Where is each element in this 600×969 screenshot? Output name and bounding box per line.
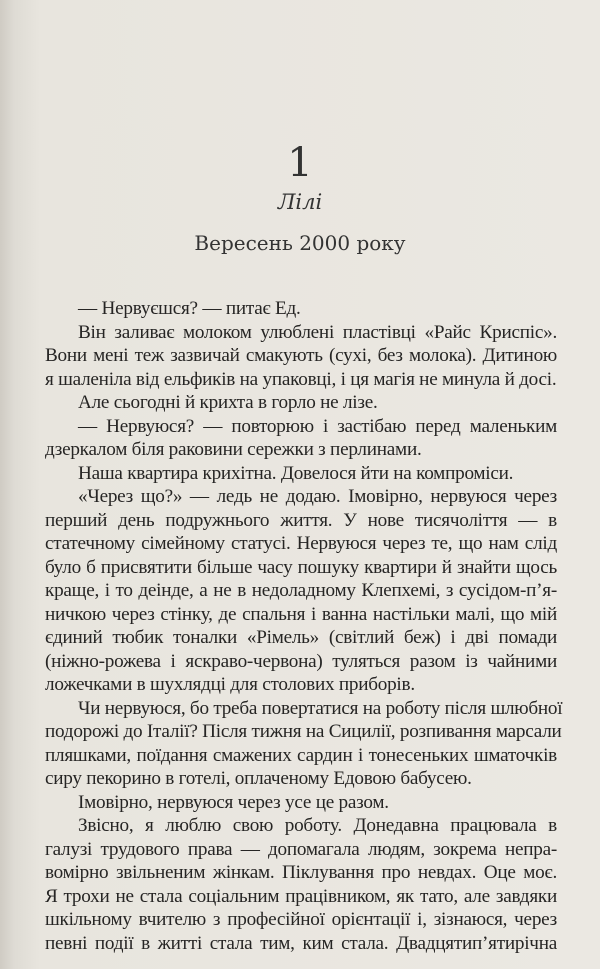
paragraph (45, 814, 557, 955)
text-line: Вони мені теж зазвичай смакують (сухі, без молока). Дитиною (45, 345, 557, 366)
text-line: — Нервуюся? — повторюю і застібаю перед маленьким (78, 415, 557, 437)
text-line: Він заливає молоком улюблені пластівці «Райс Криспіс». (78, 321, 557, 343)
text-line: (ніжно-рожева і яскраво-червона) туляться разом із чайними (45, 650, 557, 672)
chapter-title: Лілі (277, 190, 323, 214)
text-line: було б присвятити більше часу пошуку квартири й знайти щось (45, 556, 557, 578)
text-line: вомірно звільненим жінкам. Піклування про невдах. Оце моє. (45, 862, 557, 883)
text-line: певні події в житті стала тим, ким стала. Двадцятип’ятирічна (45, 932, 557, 954)
text-line: ложечками в шухлядці для столових приборів. (45, 674, 415, 695)
text-line: Але сьогодні й крихта в горло не лізе. (78, 392, 378, 413)
paragraph (45, 321, 557, 392)
text-line: перший день подружнього життя. У нове тисячоліття — в (45, 509, 557, 531)
text-line: Наша квартира крихітна. Довелося йти на компроміси. (78, 462, 514, 484)
paragraph (45, 415, 557, 462)
chapter-date: Вересень 2000 року (194, 231, 406, 255)
text-line: Звісно, я люблю свою роботу. Донедавна працювала в (78, 815, 557, 836)
paragraph (45, 791, 557, 815)
paragraph (45, 485, 557, 697)
text-line: я шаленіла від ельфиків на упаковці, і ця магія не минула й досі. (45, 368, 557, 390)
text-line: краще, і то деінде, а не в недоладному Клепхемі, з сусідом-п’я- (45, 580, 557, 601)
paragraph (45, 391, 557, 415)
text-line: — Нервуєшся? — питає Ед. (78, 298, 301, 319)
text-line: пляшками, поїдання смажених сардин і тонесеньких шматочків (45, 744, 557, 766)
paragraph (45, 697, 563, 791)
body-text (45, 297, 563, 955)
text-line: подорожі до Італії? Після тижня на Сицилії, розпивання марсали (45, 721, 562, 742)
text-line: ничкою через стінку, де спальня і ванна настільки малі, що мій (45, 603, 557, 625)
text-line: Чи нервуюся, бо треба повертатися на роботу після шлюбної (78, 697, 563, 719)
text-line: статечному сімейному статусі. Нервуюся через те, що нам слід (45, 533, 557, 554)
text-line: шкільному вчителю з професійної орієнтації і, зізнаюся, через (45, 909, 557, 930)
chapter-number: 1 (287, 140, 313, 186)
text-line: дзеркалом біля раковини сережки з перлинами. (45, 439, 422, 460)
text-line: «Через що?» — ледь не додаю. Імовірно, нервуюся через (78, 486, 557, 507)
text-line: єдиний тюбик тоналки «Рімель» (світлий беж) і дві помади (45, 627, 557, 648)
paragraph (45, 297, 557, 321)
text-line: Імовірно, нервуюся через усе це разом. (78, 791, 389, 813)
text-line: Я трохи не стала соціальним працівником, як тато, але завдяки (45, 885, 557, 907)
paragraph (45, 462, 557, 486)
text-line: сиру пекорино в готелі, оплаченому Едовою бабусею. (45, 768, 472, 789)
text-line: галузі трудового права — допомагала людям, зокрема непра- (45, 838, 557, 860)
